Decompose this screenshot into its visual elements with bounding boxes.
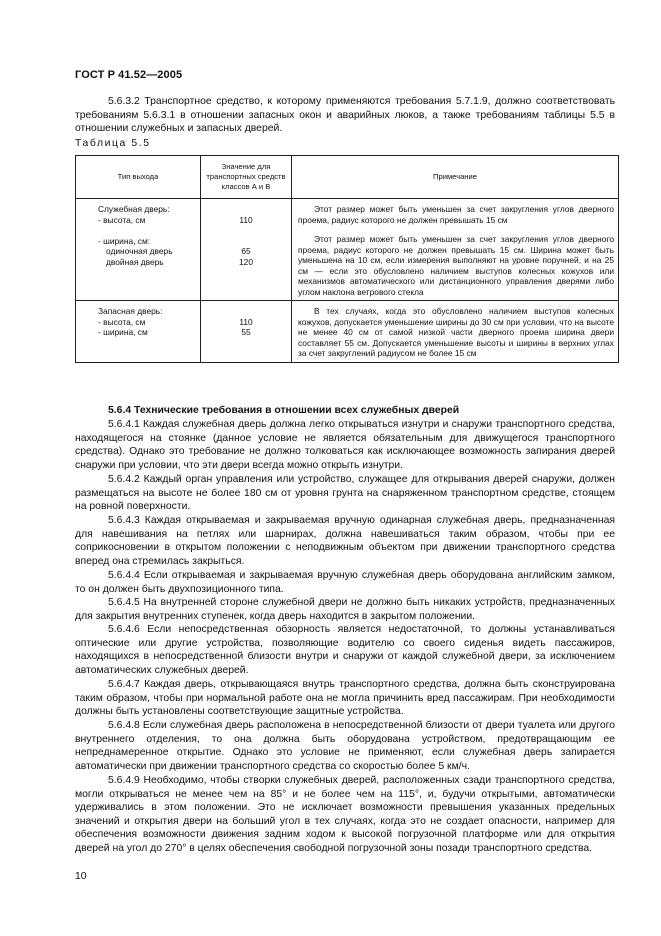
section-5-6-4-title: 5.6.4 Технические требования в отношении всех служебных дверей — [108, 405, 460, 416]
cell-emergency-door-values — [201, 301, 292, 363]
note-height: Этот размер может быть уменьшен за счет закругления углов дверного проема, радиус которого не должен превышать 15 см — [298, 204, 614, 225]
height-label: - высота, см — [98, 316, 146, 327]
paragraph-5-6-4-9: 5.6.4.9 Необходимо, чтобы створки служебных дверей, расположенных сзади транспортного средства, могли открываться не менее чем на 85° и не более чем на 115°, и, будучи открытыми, автоматически удерживались в этом положении. Это не исключает возможности превышения указанных предельных значений и открытия двери на больший угол в тех случаях, когда это не создает опасности, например для обеспечения возможности движения задним ходом к высокой погрузочной платформе или для открытия дверей на угол до 270° в целях обеспечения свободной погрузочной зоны позади транспортного средства. — [75, 775, 615, 854]
single-door-label: одиночная дверь — [106, 246, 173, 256]
cell-service-door-notes — [292, 199, 619, 301]
col-header-exit-type: Тип выхода — [76, 156, 201, 199]
emergency-door-label: Запасная дверь: — [98, 306, 163, 316]
table-caption: Таблица 5.5 — [75, 138, 151, 149]
document-header: ГОСТ Р 41.52—2005 — [75, 69, 183, 81]
paragraph-5-6-4-5: 5.6.4.5 На внутренней стороне служебной двери не должно быть никаких устройств, предназначенных для закрытия внутренних ступенек, когда дверь находится в закрытом положении. — [75, 597, 615, 622]
cell-service-door-values — [201, 199, 292, 301]
paragraph-5-6-4-6: 5.6.4.6 Если непосредственная обзорность является недостаточной, то должны устанавливаться оптические или другие устройства, позволяющие водителю со своего сиденья видеть пассажиров, находящихся в непосредственной близости внутри и снаружи от каждой служебной двери, за исключением автоматических служебных дверей. — [75, 624, 615, 676]
table-5-5 — [75, 155, 619, 363]
width-label: - ширина, см: — [98, 235, 151, 246]
table-header-row — [76, 156, 619, 199]
paragraph-5-6-4-7: 5.6.4.7 Каждая дверь, открывающаяся внутрь транспортного средства, должна быть сконструирована таким образом, чтобы при нормальной работе она не могла причинить вред пассажирам. При необходимости должны быть установлены соответствующие защитные устройства. — [75, 679, 615, 718]
single-door-value: 65 — [241, 246, 251, 256]
width-label: - ширина, см — [98, 327, 148, 337]
table-row — [76, 301, 619, 363]
paragraph-5-6-4-2: 5.6.4.2 Каждый орган управления или устройство, служащее для открывания дверей снаружи, должен размещаться на высоте не более 180 см от уровня грунта на снаряженном транспортном средстве, стоящем на ровной поверхности. — [75, 474, 615, 513]
double-door-value: 120 — [239, 256, 253, 267]
height-label: - высота, см — [98, 214, 146, 225]
note-width: Этот размер может быть уменьшен за счет закругления углов дверного проема, радиус которого не должен превышать 15 см. Ширина может быть уменьшена на 10 см, если измерения выполняют на уровне поручней, и на 25 см — если это обусловлено наличием выступов колесных кожухов или механизмов автоматического или дистанционного управления дверями либо углом наклона ветрового стекла — [298, 234, 614, 297]
height-value: 110 — [239, 214, 253, 225]
height-value: 110 — [239, 316, 253, 327]
table-row — [76, 199, 619, 301]
paragraph-5-6-3-2: 5.6.3.2 Транспортное средство, к которому применяются требования 5.7.1.9, должно соответствовать требованиям 5.6.3.1 в отношении запасных окон и аварийных люков, а также требованиям таблицы 5.5 в отношении служебных и запасных дверей. — [75, 96, 615, 135]
width-value: 55 — [241, 327, 251, 337]
page-number: 10 — [75, 871, 87, 882]
paragraph-5-6-4-3: 5.6.4.3 Каждая открываемая и закрываемая вручную одинарная служебная дверь, предназначенная для навешивания на петлях или шарнирах, должна навешиваться таким образом, чтобы при ее соприкосновении в открытом положении с неподвижным объектом при движении транспортного средства вперед она стремилась закрыться. — [75, 515, 615, 567]
double-door-label: двойная дверь — [106, 256, 164, 267]
paragraph-5-6-4-1: 5.6.4.1 Каждая служебная дверь должна легко открываться изнутри и снаружи транспортного средства, находящегося на стоянке (данное условие не является обязательным для движущегося транспортного средства). Однако это требование не должно толковаться как исключающее возможность запирания дверей снаружи при условии, что эти двери всегда можно открыть изнутри. — [75, 419, 615, 471]
cell-service-door-type — [76, 199, 201, 301]
service-door-label: Служебная дверь: — [98, 204, 170, 214]
col-header-note: Примечание — [292, 156, 619, 199]
cell-emergency-door-type — [76, 301, 201, 363]
paragraph-5-6-4-4: 5.6.4.4 Если открываемая и закрываемая вручную служебная дверь оборудована английским замком, то он должен быть двухпозиционного типа. — [75, 570, 615, 595]
cell-emergency-door-notes — [292, 301, 619, 363]
paragraph-5-6-4-8: 5.6.4.8 Если служебная дверь расположена в непосредственной близости от двери туалета или другого внутреннего отделения, то она должна быть оборудована устройством, предотвращающим ее непреднамеренное открытие. Однако это условие не применяют, если служебная дверь запирается автоматически при движении транспортного средства со скоростью более 5 км/ч. — [75, 720, 615, 772]
col-header-value: Значение для транспортных средств классов А и В — [201, 156, 292, 199]
note-emergency: В тех случаях, когда это обусловлено наличием выступов колесных кожухов, допускается уменьшение ширины до 30 см при условии, что на высоте не менее 40 см от самой низкой части дверного проема ширина двери составляет 55 см. Допускается уменьшение высоты и ширины в верхних углах за счет закруглений радиусом не более 15 см — [298, 306, 614, 358]
